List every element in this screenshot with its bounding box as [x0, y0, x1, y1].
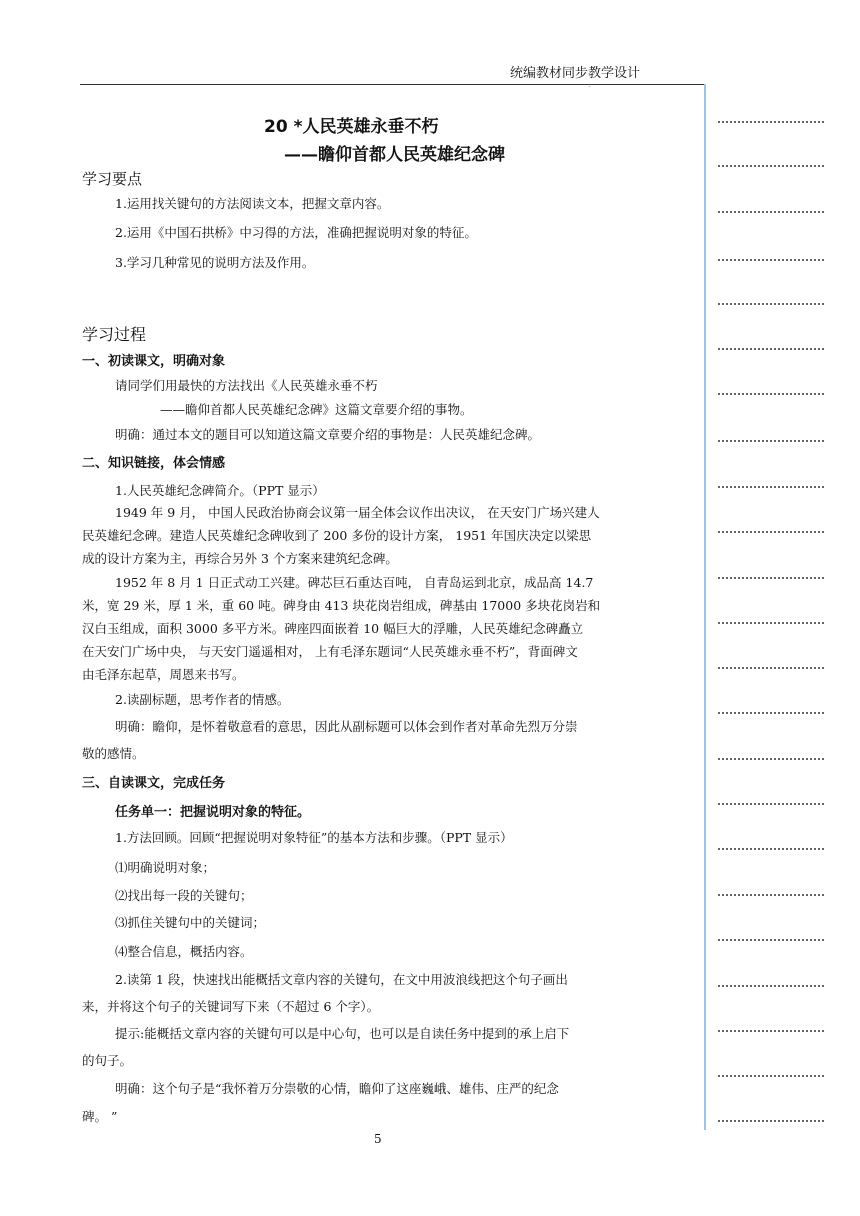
paragraph-line: 1952 年 8 月 1 日正式动工兴建。碑芯巨石重达百吨， 自青岛运到北京，成品高 14.7	[115, 575, 594, 590]
note-line	[718, 393, 824, 395]
process-heading: 学习过程	[82, 325, 147, 344]
list-item: ⑴明确说明对象；	[115, 860, 216, 875]
task-heading: 任务单一：把握说明对象的特征。	[115, 805, 311, 820]
paragraph-line: 2.读第 1 段，快速找出能概括文章内容的关键句，在文中用波浪线把这个句子画出	[115, 972, 568, 987]
paragraph-line: 1949 年 9 月， 中国人民政治协商会议第一届全体会议作出决议， 在天安门广场兴建人	[115, 505, 600, 520]
note-line	[718, 259, 824, 261]
note-line	[718, 1075, 824, 1077]
list-item: ⑷整合信息，概括内容。	[115, 944, 253, 959]
objective-item: 3.学习几种常见的说明方法及作用。	[115, 255, 315, 270]
paragraph-line: 1.方法回顾。回顾“把握说明对象特征”的基本方法和步骤。（PPT 显示）	[115, 830, 513, 845]
note-line	[718, 303, 824, 305]
paragraph-line: 明确：这个句子是“我怀着万分崇敬的心情，瞻仰了这座巍峨、雄伟、庄严的纪念	[115, 1081, 559, 1096]
paragraph-line: 汉白玉组成，面积 3000 多平方米。碑座四面嵌着 10 幅巨大的浮雕，人民英雄纪念碑矗立	[82, 621, 584, 636]
objective-item: 2.运用《中国石拱桥》中习得的方法，准确把握说明对象的特征。	[115, 225, 477, 240]
note-line	[718, 667, 824, 669]
paragraph-line: 提示:能概括文章内容的关键句可以是中心句，也可以是自读任务中提到的承上启下	[115, 1026, 570, 1041]
objectives-heading: 学习要点	[82, 170, 143, 188]
paragraph-line: 明确：瞻仰，是怀着敬意看的意思，因此从副标题可以体会到作者对革命先烈万分崇	[115, 719, 578, 734]
note-line	[718, 803, 824, 805]
margin-line	[704, 84, 706, 1130]
paragraph-line: 米，宽 29 米，厚 1 米，重 60 吨。碑身由 413 块花岗岩组成，碑基由 17000 多块花岗岩和	[82, 598, 601, 613]
list-item: ⑶抓住关键句中的关键词；	[115, 915, 266, 930]
paragraph-line: 来，并将这个句子的关键词写下来（不超过 6 个字）。	[82, 999, 380, 1014]
note-line	[718, 440, 824, 442]
section-heading: 二、知识链接，体会情感	[82, 456, 226, 471]
note-line	[718, 939, 824, 941]
note-line	[718, 531, 824, 533]
paragraph-line: 明确：通过本文的题目可以知道这篇文章要介绍的事物是：人民英雄纪念碑。	[115, 427, 541, 442]
objective-item: 1.运用找关键句的方法阅读文本，把握文章内容。	[115, 196, 390, 211]
paragraph-line: 的句子。	[82, 1053, 133, 1068]
header-rule	[80, 84, 705, 85]
note-line	[718, 894, 824, 896]
note-line	[718, 1030, 824, 1032]
note-line	[718, 712, 824, 714]
note-line	[718, 1120, 824, 1122]
paragraph-line: 在天安门广场中央， 与天安门遥遥相对， 上有毛泽东题词“人民英雄永垂不朽”，背面碑文	[82, 644, 578, 659]
paragraph-line: 1.人民英雄纪念碑简介。（PPT 显示）	[115, 483, 325, 498]
paragraph-line: 敬的感情。	[82, 746, 145, 761]
lesson-title: 20 *人民英雄永垂不朽	[264, 117, 439, 137]
list-item: ⑵找出每一段的关键句；	[115, 888, 253, 903]
note-line	[718, 121, 824, 123]
note-line	[718, 165, 824, 167]
section-heading: 一、初读课文，明确对象	[82, 354, 226, 369]
lesson-subtitle: ——瞻仰首都人民英雄纪念碑	[284, 145, 505, 165]
note-line	[718, 211, 824, 213]
paragraph-line: 由毛泽东起草，周恩来书写。	[82, 667, 245, 682]
paragraph-line: ——瞻仰首都人民英雄纪念碑》这篇文章要介绍的事物。	[160, 402, 473, 417]
note-line	[718, 486, 824, 488]
page-number: 5	[374, 1132, 382, 1146]
note-line	[718, 848, 824, 850]
paragraph-line: 成的设计方案为主，再综合另外 3 个方案来建筑纪念碑。	[82, 551, 398, 566]
paragraph-line: 请同学们用最快的方法找出《人民英雄永垂不朽	[115, 378, 378, 393]
paragraph-line: 2.读副标题，思考作者的情感。	[115, 692, 290, 707]
paragraph-line: 碑。 ”	[82, 1109, 118, 1124]
note-line	[718, 348, 824, 350]
paragraph-line: 民英雄纪念碑。建造人民英雄纪念碑收到了 200 多份的设计方案， 1951 年国庆决定以梁思	[82, 528, 592, 543]
note-line	[718, 985, 824, 987]
note-line	[718, 577, 824, 579]
note-line	[718, 758, 824, 760]
section-heading: 三、自读课文，完成任务	[82, 776, 226, 791]
page-header: 统编教材同步教学设计	[510, 66, 641, 81]
note-line	[718, 622, 824, 624]
header-dot: .	[588, 80, 591, 89]
